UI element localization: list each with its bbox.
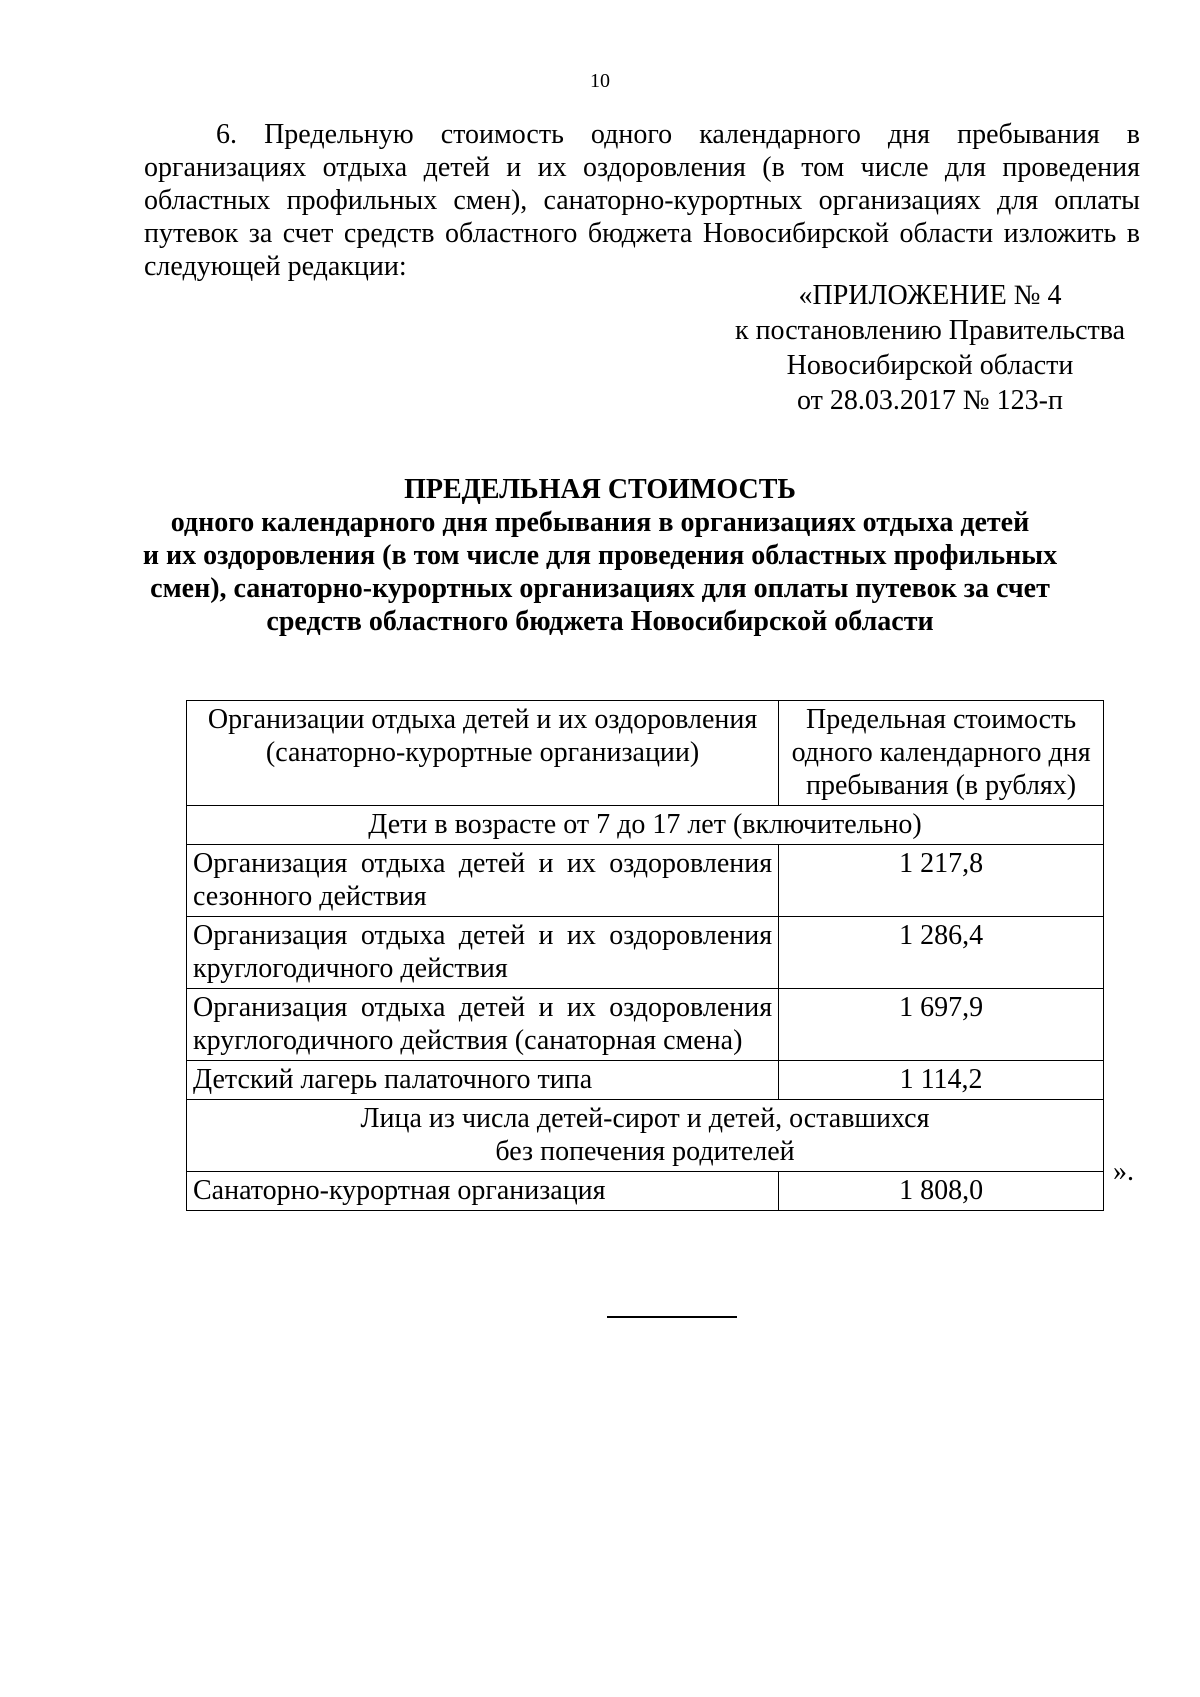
table-row [187, 1172, 1104, 1211]
price-cell: 1 217,8 [779, 845, 1104, 917]
price-cell: 1 114,2 [779, 1061, 1104, 1100]
table-row [187, 989, 1104, 1061]
end-divider [607, 1316, 737, 1318]
group-label: Дети в возрасте от 7 до 17 лет (включительно) [187, 806, 1104, 845]
header-text: (санаторно-курортные организации) [265, 737, 700, 768]
org-cell: Организация отдыха детей и их оздоровления сезонного действия [187, 845, 779, 917]
table-header-row [187, 701, 1104, 806]
header-text: пребывания (в рублях) [806, 770, 1077, 801]
title-line: средств областного бюджета Новосибирской области [266, 606, 934, 637]
closing-quote: ». [1113, 1156, 1134, 1187]
org-cell: Детский лагерь палаточного типа [187, 1061, 779, 1100]
group-label-line: Лица из числа детей-сирот и детей, оставшихся [360, 1103, 930, 1134]
price-cell: 1 697,9 [779, 989, 1104, 1061]
table-row [187, 917, 1104, 989]
amendment-paragraph: 6. Предельную стоимость одного календарного дня пребывания в организациях отдыха детей и их оздоровления (в том числе для проведения областных профильных смен), санаторно-курортных организациях для оплаты путевок за счет средств областного бюджета Новосибирской области изложить в следующей редакции: [144, 119, 1140, 282]
group-label [187, 1100, 1104, 1172]
price-table [186, 700, 1104, 1211]
group-row-children [187, 806, 1104, 845]
appendix-heading [720, 278, 1140, 418]
price-cell: 1 286,4 [779, 917, 1104, 989]
title-line: одного календарного дня пребывания в организациях отдыха детей [170, 507, 1030, 538]
org-cell: Санаторно-курортная организация [187, 1172, 779, 1211]
header-text: Организации отдыха детей и их оздоровления [207, 704, 758, 735]
org-cell: Организация отдыха детей и их оздоровления круглогодичного действия (санаторная смена) [187, 989, 779, 1061]
table-row [187, 845, 1104, 917]
header-price [779, 701, 1104, 806]
document-title [130, 473, 1070, 638]
table-row [187, 1061, 1104, 1100]
page-number: 10 [590, 70, 610, 92]
appendix-line: к постановлению Правительства [734, 315, 1126, 346]
header-text: Предельная стоимость [806, 704, 1077, 735]
appendix-line: Новосибирской области [786, 350, 1074, 381]
price-cell: 1 808,0 [779, 1172, 1104, 1211]
title-line: смен), санаторно-курортных организациях для оплаты путевок за счет [150, 573, 1050, 604]
org-cell: Организация отдыха детей и их оздоровления круглогодичного действия [187, 917, 779, 989]
title-line: ПРЕДЕЛЬНАЯ СТОИМОСТЬ [404, 474, 796, 505]
appendix-line: «ПРИЛОЖЕНИЕ № 4 [798, 280, 1062, 311]
appendix-line: от 28.03.2017 № 123-п [797, 385, 1063, 416]
group-label-line: без попечения родителей [495, 1136, 795, 1167]
header-organizations [187, 701, 779, 806]
header-text: одного календарного дня [791, 737, 1091, 768]
group-row-orphans [187, 1100, 1104, 1172]
title-line: и их оздоровления (в том числе для проведения областных профильных [142, 540, 1058, 571]
